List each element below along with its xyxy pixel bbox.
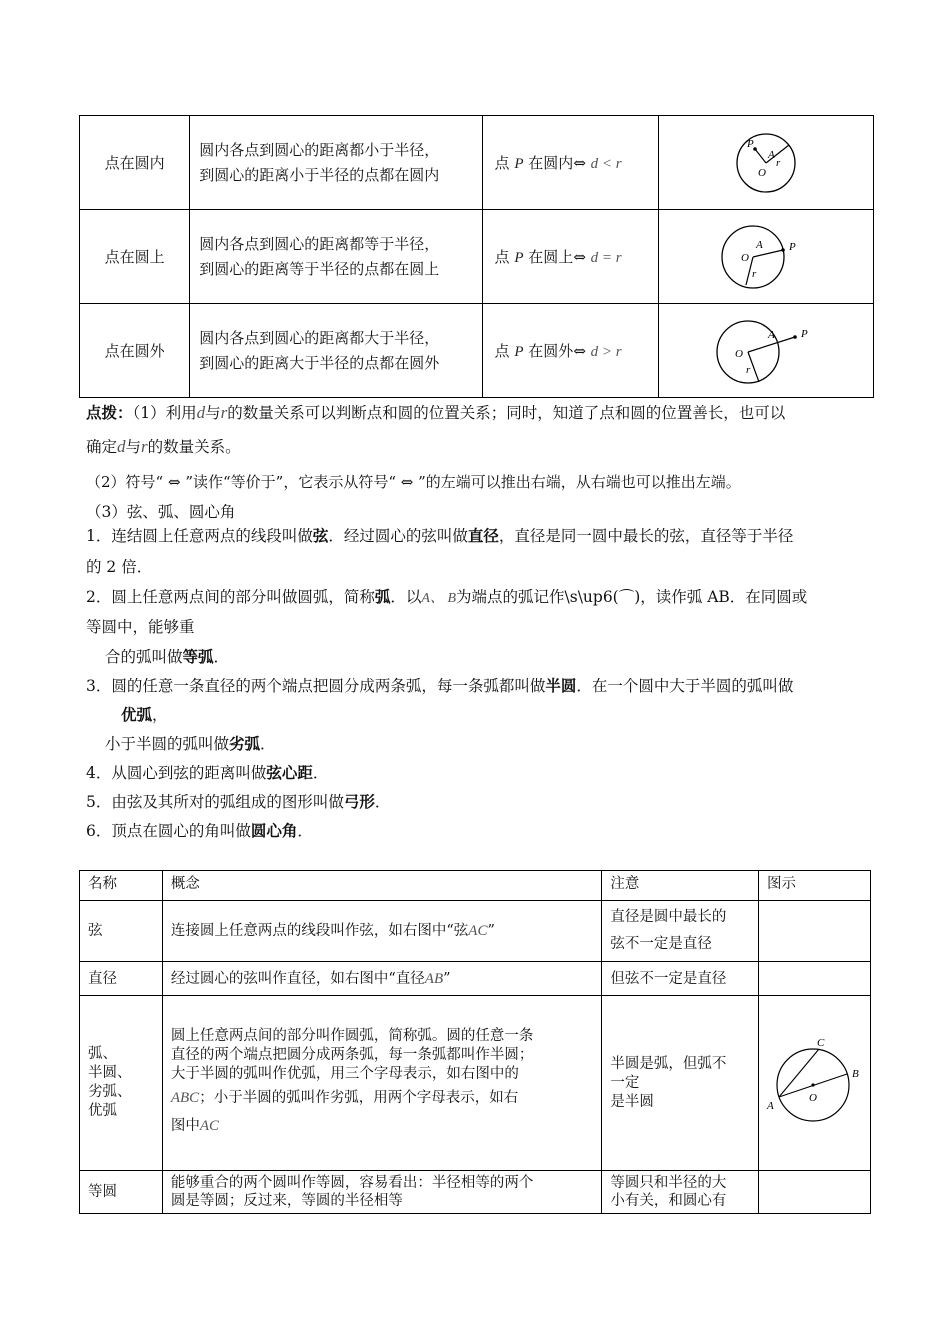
concepts-table <box>79 870 871 1214</box>
cond-formula: d = r <box>590 250 622 266</box>
row-name: 直径 <box>80 962 163 996</box>
circle-outside-diagram <box>711 314 821 388</box>
item-text: 5．由弦及其所对的弧组成的图形叫做 <box>86 793 344 811</box>
concept-text: 经过圆心的弦叫作直径，如右图中“直径 <box>170 970 425 987</box>
distance-line <box>755 149 766 163</box>
desc-line: 到圆心的距离等于半径的点都在圆上 <box>199 259 440 278</box>
cond-point: P <box>514 250 524 266</box>
item-text: 为端点的弧记作\s\up6(⌒)，读作弧 AB．在同圆或 <box>456 588 808 606</box>
item-text: ，直径是同一圆中最长的弦，直径等于半径 <box>498 527 794 545</box>
concept-text: ” <box>487 923 495 939</box>
table-row <box>80 304 874 398</box>
cond-text: 点 <box>494 342 510 360</box>
note-line: 半圆是弧，但弧不 <box>610 1055 727 1072</box>
item-text: 小于半圆的弧叫做 <box>105 735 230 753</box>
label-o: O <box>757 166 766 179</box>
center-point <box>811 1083 814 1086</box>
name-line: 劣弧、 <box>88 1084 132 1100</box>
desc-line: 圆内各点到圆心的距离都等于半径， <box>199 234 440 253</box>
term-equal-arc: 等弧 <box>182 647 214 666</box>
item-2-cont: 等圆中，能够重 <box>86 618 195 636</box>
item-text: 合的弧叫做 <box>105 648 183 666</box>
concept-line: 大于半圆的弧叫作优弧，用三个字母表示，如右图中的 <box>170 1065 519 1082</box>
cond-point: P <box>514 344 524 360</box>
note-line: 小有关，和圆心有 <box>610 1193 727 1209</box>
item-5 <box>86 790 390 812</box>
item-2 <box>86 585 807 607</box>
symbol-ab: AB <box>424 970 444 987</box>
note-line: 是半圆 <box>610 1093 654 1110</box>
item-text: ． <box>297 822 313 840</box>
note-text: 确定 <box>86 438 118 456</box>
row-name: 弦 <box>80 901 163 962</box>
note-1-line-2 <box>86 435 241 457</box>
label-r: r <box>745 363 751 376</box>
note-2: （2）符号“ ⇔ ”读作“等价于”，它表示从符号“ ⇔ ”的左端可以推出右端，从右端也可以推出左端。 <box>86 473 741 491</box>
symbol-ab: A、 B <box>421 591 457 606</box>
row-note: 但弦不一定是直径 <box>602 962 759 996</box>
diagram-cell <box>658 116 873 210</box>
term-major-arc: 优弧 <box>121 705 153 724</box>
label-b: B <box>852 1067 859 1080</box>
cond-text: 在圆内 <box>528 154 574 172</box>
header-figure: 图示 <box>759 871 871 901</box>
note-3: （3）弦、弧、圆心角 <box>86 503 236 521</box>
item-text: ．经过圆心的弦叫做 <box>328 527 468 545</box>
row-description <box>190 210 482 304</box>
concept-line <box>171 1112 594 1140</box>
item-text: 3．圆的任意一条直径的两个端点把圆分成两条弧，每一条弧都叫做 <box>86 677 546 695</box>
item-text: ． <box>312 764 329 782</box>
item-text: 4．从圆心到弦的距离叫做 <box>86 764 267 782</box>
name-line: 弧、 <box>88 1046 117 1062</box>
point-p <box>781 248 785 252</box>
label-r: r <box>751 267 757 280</box>
label-o: O <box>809 1091 817 1104</box>
header-concept: 概念 <box>162 871 602 901</box>
item-3 <box>86 674 793 696</box>
concept-text: ；小于半圆的弧叫作劣弧，用两个字母表示，如右 <box>199 1089 519 1106</box>
header-name: 名称 <box>80 871 163 901</box>
radius-line <box>753 250 783 257</box>
row-name: 等圆 <box>80 1171 163 1214</box>
item-text: ． <box>260 735 276 753</box>
table-row <box>80 962 871 996</box>
item-3-cont <box>121 703 168 725</box>
concept-text: ” <box>443 970 451 987</box>
note-line: 等圆只和半径的大 <box>610 1175 727 1191</box>
desc-line: 圆内各点到圆心的距离都小于半径， <box>199 140 440 159</box>
figure-cell <box>759 962 871 996</box>
item-text: 6．顶点在圆心的角叫做 <box>86 822 251 840</box>
item-3-cont2 <box>105 732 276 754</box>
desc-line: 到圆心的距离小于半径的点都在圆内 <box>199 165 440 184</box>
term-minor-arc: 劣弧 <box>229 734 261 753</box>
row-concept <box>162 962 602 996</box>
symbol-abc: ABC <box>170 1089 200 1106</box>
name-line: 半圆、 <box>88 1065 132 1081</box>
label-p: P <box>746 137 754 150</box>
row-concept <box>162 901 602 962</box>
note-text: 与 <box>205 404 221 422</box>
item-6 <box>86 819 313 841</box>
figure-cell <box>759 901 871 962</box>
row-name: 点在圆内 <box>80 116 190 210</box>
note-text: （1）利用 <box>132 404 197 422</box>
row-condition <box>482 304 658 398</box>
equiv-symbol: ⇔ <box>573 342 586 360</box>
label-p: P <box>800 327 808 340</box>
note-label: 点拨： <box>86 403 133 422</box>
note-text: 的数量关系。 <box>147 438 241 456</box>
diagram-cell <box>658 210 873 304</box>
equiv-symbol: ⇔ <box>573 154 586 172</box>
label-a: A <box>767 148 775 161</box>
term-arc: 弧 <box>374 587 391 606</box>
concept-text: 图中 <box>170 1117 200 1134</box>
label-r: r <box>775 156 781 169</box>
label-o: O <box>734 347 743 360</box>
symbol-d: d <box>196 403 206 422</box>
item-2-cont2 <box>105 645 229 667</box>
row-description <box>190 304 482 398</box>
cond-text: 点 <box>494 248 510 266</box>
diagram-cell <box>658 304 873 398</box>
note-line: 一定 <box>610 1074 640 1091</box>
table-row <box>80 996 871 1171</box>
row-note <box>602 1171 759 1214</box>
cond-formula: d > r <box>590 344 622 360</box>
concept-line: 圆上任意两点间的部分叫作圆弧，简称弧。圆的任意一条 <box>170 1027 534 1044</box>
item-text: ．以 <box>390 588 422 606</box>
desc-line: 圆内各点到圆心的距离都大于半径， <box>199 328 440 347</box>
concept-line: 圆是等圆；反过来，等圆的半径相等 <box>170 1193 403 1209</box>
cond-point: P <box>514 156 524 172</box>
table-row <box>80 1171 871 1214</box>
symbol-ac: AC <box>199 1117 220 1134</box>
desc-line: 到圆心的距离大于半径的点都在圆外 <box>199 353 440 372</box>
label-a: A <box>755 238 763 251</box>
concept-line: 能够重合的两个圆叫作等圆，容易看出：半径相等的两个 <box>170 1175 534 1191</box>
label-o: O <box>740 251 749 264</box>
row-note <box>602 901 759 962</box>
item-4 <box>86 761 328 783</box>
symbol-r: r <box>220 403 228 422</box>
item-text: ． <box>213 648 230 666</box>
term-chord-distance: 弦心距 <box>266 763 313 782</box>
row-concept <box>162 1171 602 1214</box>
note-line: 弦不一定是直径 <box>610 936 712 952</box>
label-a: A <box>767 1099 774 1112</box>
symbol-r: r <box>141 437 148 456</box>
table-row <box>80 210 874 304</box>
row-name <box>80 996 163 1171</box>
item-1-cont: 的 2 倍． <box>86 558 153 576</box>
note-text: 与 <box>125 438 142 456</box>
arc-diagram <box>759 1037 867 1123</box>
point-circle-table <box>79 115 874 398</box>
row-condition <box>482 210 658 304</box>
cond-text: 在圆上 <box>528 248 574 266</box>
term-semicircle: 半圆 <box>545 676 577 695</box>
item-text: ． <box>374 793 391 811</box>
term-segment: 弓形 <box>343 792 375 811</box>
note-line: 直径是圆中最长的 <box>610 909 727 925</box>
table-row <box>80 116 874 210</box>
name-line: 优弧 <box>88 1103 117 1119</box>
table-row <box>80 901 871 962</box>
row-condition <box>482 116 658 210</box>
item-text: 1．连结圆上任意两点的线段叫做 <box>86 527 313 545</box>
equiv-symbol: ⇔ <box>573 248 586 266</box>
note-1-line-1 <box>86 401 785 423</box>
figure-cell <box>759 1171 871 1214</box>
cond-text: 在圆外 <box>528 342 574 360</box>
item-text: ， <box>152 706 168 724</box>
label-p: P <box>788 240 796 253</box>
cond-formula: d < r <box>590 156 622 172</box>
item-text: 2．圆上任意两点间的部分叫做圆弧，简称 <box>86 588 375 606</box>
note-text: 的数量关系可以判断点和圆的位置关系；同时，知道了点和圆的位置善长，也可以 <box>227 404 786 422</box>
label-a: A <box>767 328 775 341</box>
circle-inside-diagram <box>734 131 798 195</box>
row-name: 点在圆外 <box>80 304 190 398</box>
term-diameter: 直径 <box>467 526 499 545</box>
table-header-row <box>80 871 871 901</box>
header-note: 注意 <box>602 871 759 901</box>
row-concept <box>162 996 602 1171</box>
term-chord: 弦 <box>312 526 329 545</box>
symbol-ac: AC <box>468 923 488 939</box>
concept-text: 连接圆上任意两点的线段叫作弦，如右图中“弦 <box>170 923 469 939</box>
concept-line: 直径的两个端点把圆分成两条弧，每一条弧都叫作半圆； <box>170 1046 534 1063</box>
label-c: C <box>817 1036 825 1049</box>
point-p <box>793 335 797 339</box>
row-description <box>190 116 482 210</box>
row-note <box>602 996 759 1171</box>
row-name: 点在圆上 <box>80 210 190 304</box>
cond-text: 点 <box>494 154 510 172</box>
item-1 <box>86 524 793 546</box>
figure-cell <box>759 996 871 1171</box>
term-central-angle: 圆心角 <box>250 821 298 840</box>
circle-on-diagram <box>711 220 821 294</box>
item-text: ．在一个圆中大于半圆的弧叫做 <box>576 677 794 695</box>
point-p <box>753 147 757 151</box>
concept-line <box>171 1084 594 1112</box>
symbol-d: d <box>117 437 126 456</box>
